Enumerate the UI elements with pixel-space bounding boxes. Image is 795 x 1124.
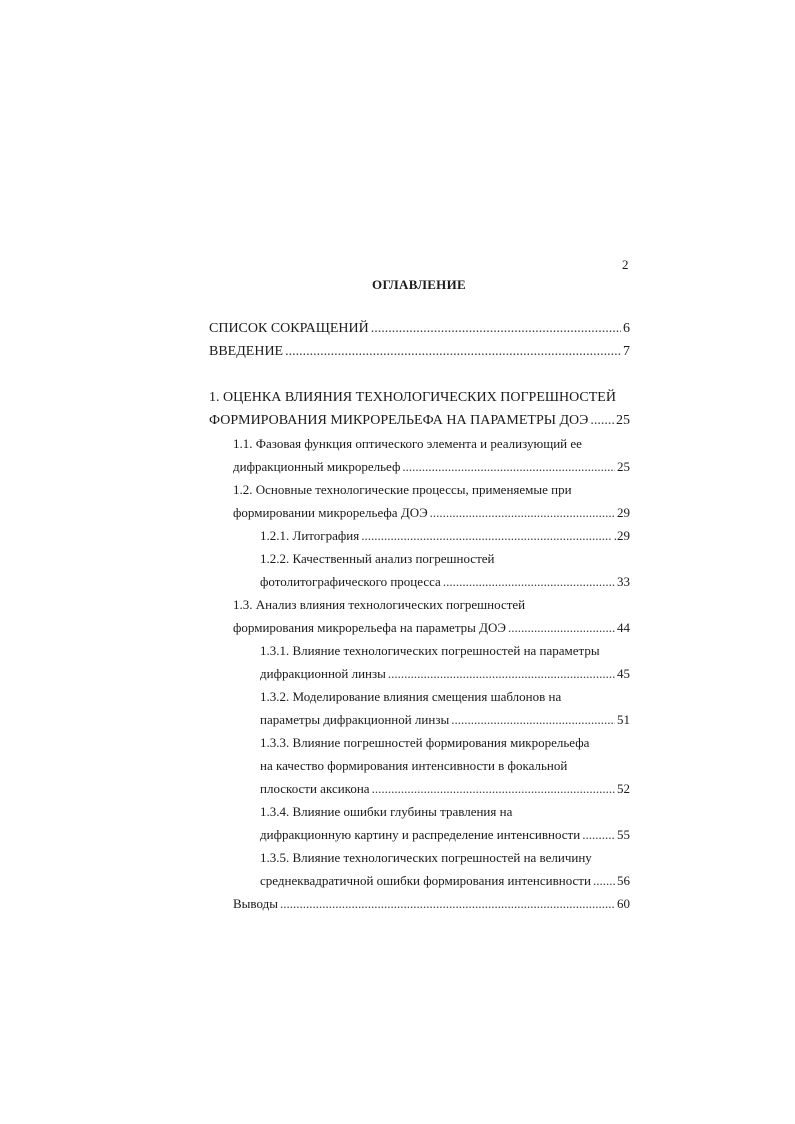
toc-page-number: 33: [617, 574, 630, 589]
leader-dots: [430, 505, 615, 520]
toc-entry-1-1-line-1[interactable]: 1.1. Фазовая функция оптического элемента и реализующий ее: [233, 436, 582, 451]
toc-entry-1-3-1-line-1[interactable]: 1.3.1. Влияние технологических погрешностей на параметры: [260, 643, 600, 658]
toc-entry-1-3-3-line-1[interactable]: 1.3.3. Влияние погрешностей формирования микрорельефа: [260, 735, 590, 750]
toc-entry-1-3-5-line-1[interactable]: 1.3.5. Влияние технологических погрешностей на величину: [260, 850, 592, 865]
leader-dots: [443, 574, 615, 589]
leader-dots: [371, 321, 621, 336]
toc-page-number: 60: [617, 896, 630, 911]
toc-entry-text: фотолитографического процесса: [260, 574, 441, 589]
leader-dots: [593, 873, 615, 888]
toc-entry-1-2-1[interactable]: [260, 528, 630, 543]
toc-entry-text: дифракционной линзы: [260, 666, 386, 681]
toc-entry-1-3-line-1[interactable]: 1.3. Анализ влияния технологических погрешностей: [233, 597, 526, 612]
toc-entry-1-2-line-2[interactable]: [233, 505, 630, 520]
toc-title: ОГЛАВЛЕНИЕ: [372, 277, 466, 292]
leader-dots: [508, 620, 615, 635]
toc-page-number: 45: [617, 666, 630, 681]
toc-entry-1-2-line-1[interactable]: 1.2. Основные технологические процессы, применяемые при: [233, 482, 572, 497]
toc-page-number: 51: [617, 712, 630, 727]
toc-entry-introduction[interactable]: [209, 344, 630, 359]
toc-entry-text: дифракционную картину и распределение интенсивности: [260, 827, 581, 842]
toc-page-number: .29: [613, 528, 630, 543]
leader-dots: [388, 666, 615, 681]
toc-entry-1-2-2-line-1[interactable]: 1.2.2. Качественный анализ погрешностей: [260, 551, 495, 566]
toc-page-number: 25: [616, 413, 630, 428]
toc-entry-conclusions[interactable]: [233, 896, 630, 911]
toc-entry-text: среднеквадратичной ошибки формирования интенсивности: [260, 873, 591, 888]
leader-dots: [590, 413, 614, 428]
toc-entry-chapter-1-line-2[interactable]: [209, 413, 630, 428]
toc-entry-1-3-1-line-2[interactable]: [260, 666, 630, 681]
page-number: 2: [622, 257, 629, 272]
toc-page-number: 44: [617, 620, 630, 635]
toc-entry-1-3-4-line-2[interactable]: [260, 827, 630, 842]
toc-entry-text: ВВЕДЕНИЕ: [209, 344, 284, 359]
leader-dots: [285, 344, 621, 359]
toc-page-number: 7: [623, 344, 630, 359]
toc-entry-1-1-line-2[interactable]: [233, 459, 630, 474]
toc-page-number: 56: [617, 873, 630, 888]
toc-page-number: 52: [617, 781, 630, 796]
toc-page-number: 6: [623, 321, 630, 336]
toc-entry-1-3-2-line-1[interactable]: 1.3.2. Моделирование влияния смещения шаблонов на: [260, 689, 562, 704]
toc-entry-text: плоскости аксикона: [260, 781, 370, 796]
leader-dots: [372, 781, 615, 796]
leader-dots: [280, 896, 615, 911]
toc-entry-text: 1.2.1. Литография: [260, 528, 360, 543]
leader-dots: [451, 712, 615, 727]
toc-entry-1-3-3-line-2[interactable]: на качество формирования интенсивности в фокальной: [260, 758, 568, 773]
toc-entry-text: формирования микрорельефа на параметры ДОЭ: [233, 620, 506, 635]
toc-entry-abbreviations[interactable]: [209, 321, 630, 336]
toc-entry-1-3-5-line-2[interactable]: [260, 873, 630, 888]
toc-entry-text: формировании микрорельефа ДОЭ: [233, 505, 428, 520]
toc-page-number: 55: [617, 827, 630, 842]
toc-page-number: 25: [617, 459, 630, 474]
leader-dots: [582, 827, 615, 842]
toc-entry-text: параметры дифракционной линзы: [260, 712, 450, 727]
toc-entry-1-3-3-line-3[interactable]: [260, 781, 630, 796]
leader-dots: [361, 528, 612, 543]
toc-entry-chapter-1-line-1[interactable]: 1. ОЦЕНКА ВЛИЯНИЯ ТЕХНОЛОГИЧЕСКИХ ПОГРЕШНОСТЕЙ: [209, 390, 616, 405]
leader-dots: [402, 459, 615, 474]
toc-entry-text: ФОРМИРОВАНИЯ МИКРОРЕЛЬЕФА НА ПАРАМЕТРЫ ДОЭ: [209, 413, 589, 428]
toc-entry-text: Выводы: [233, 896, 278, 911]
toc-entry-text: дифракционный микрорельеф: [233, 459, 401, 474]
toc-entry-1-3-line-2[interactable]: [233, 620, 630, 635]
toc-entry-1-3-2-line-2[interactable]: [260, 712, 630, 727]
toc-page-number: 29: [617, 505, 630, 520]
toc-entry-1-2-2-line-2[interactable]: [260, 574, 630, 589]
toc-entry-1-3-4-line-1[interactable]: 1.3.4. Влияние ошибки глубины травления на: [260, 804, 513, 819]
toc-entry-text: СПИСОК СОКРАЩЕНИЙ: [209, 321, 369, 336]
